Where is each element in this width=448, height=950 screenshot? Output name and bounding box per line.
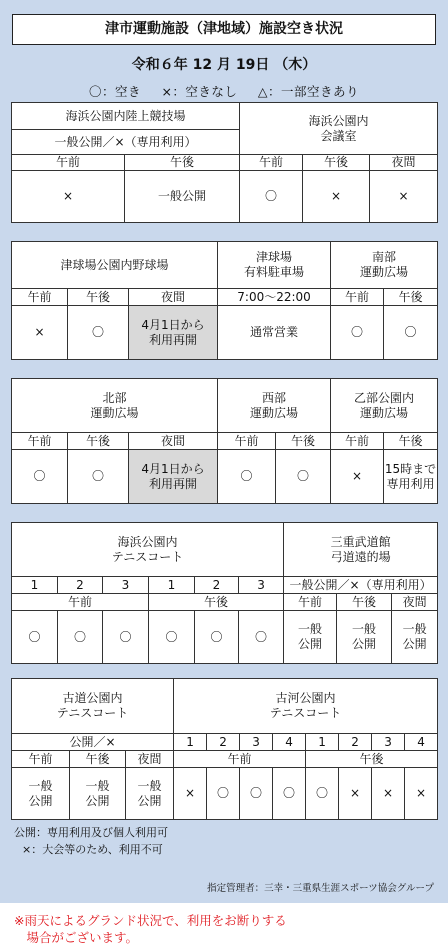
notes [14, 824, 168, 858]
furukawa-court-2: 2 [207, 734, 240, 751]
legend-partial: △：一部空きあり [257, 84, 360, 99]
kaihin-status-2: 〇 [58, 611, 103, 664]
furukawa-court-3: 3 [240, 734, 273, 751]
kaihin-status-6: 〇 [239, 611, 284, 664]
hokubu-pm-label: 午後 [68, 433, 129, 450]
furukawa-pm-label: 午後 [306, 751, 438, 768]
legend-open: 〇：空き [88, 84, 141, 99]
nanbu-name: 南部 運動広場 [331, 242, 438, 289]
kaihin-court-1: 1 [12, 577, 58, 594]
kaihin-court-6: 3 [239, 577, 284, 594]
furukawa-status-7: × [372, 768, 405, 820]
parking-status: 通常営業 [218, 306, 331, 360]
budokan-pm: 一般 公開 [337, 611, 392, 664]
furukawa-status-2: 〇 [207, 768, 240, 820]
note-public: 公開：専用利用及び個人利用可 [14, 826, 168, 839]
otobe-am: × [331, 450, 384, 504]
otobe-name: 乙部公園内 運動広場 [331, 379, 438, 433]
yakyu-night: 4月1日から 利用再開 [129, 306, 218, 360]
parking-name: 津球場 有料駐車場 [218, 242, 331, 289]
budokan-night-label: 夜間 [392, 594, 438, 611]
kaigi-name: 海浜公園内 会議室 [240, 103, 438, 155]
budokan-night: 一般 公開 [392, 611, 438, 664]
nanbu-am: 〇 [331, 306, 384, 360]
hokubu-name: 北部 運動広場 [12, 379, 218, 433]
hokubu-am: 〇 [12, 450, 68, 504]
furumichi-pm-label: 午後 [70, 751, 126, 768]
section-1-table [11, 102, 438, 223]
kaihin-am-label: 午前 [12, 594, 149, 611]
budokan-am-label: 午前 [284, 594, 337, 611]
yakyu-pm: 〇 [68, 306, 129, 360]
furukawa-court-6: 2 [339, 734, 372, 751]
hokubu-night-label: 夜間 [129, 433, 218, 450]
furukawa-status-4: 〇 [273, 768, 306, 820]
furumichi-am-label: 午前 [12, 751, 70, 768]
rikujo-name: 海浜公園内陸上競技場 [12, 103, 240, 130]
furumichi-am: 一般 公開 [12, 768, 70, 820]
yakyu-name: 津球場公園内野球場 [12, 242, 218, 289]
furukawa-status-5: 〇 [306, 768, 339, 820]
rikujo-am: × [12, 171, 125, 223]
furukawa-status-6: × [339, 768, 372, 820]
kaihin-status-3: 〇 [103, 611, 149, 664]
otobe-pm-label: 午後 [384, 433, 438, 450]
furukawa-court-1: 1 [174, 734, 207, 751]
furumichi-night: 一般 公開 [126, 768, 174, 820]
nanbu-pm: 〇 [384, 306, 438, 360]
kaigi-night-label: 夜間 [370, 155, 438, 171]
manager-label: 指定管理者：三幸・三重県生涯スポーツ協会グループ [207, 883, 434, 894]
rikujo-pm-label: 午後 [125, 155, 240, 171]
seibu-am: 〇 [218, 450, 276, 504]
legend-full: ×：空きなし [161, 84, 238, 99]
rain-warning: ※雨天によるグランド状況で、利用をお断りする 場合がございます。 [14, 913, 287, 945]
kaihin-status-4: 〇 [149, 611, 195, 664]
yakyu-pm-label: 午後 [68, 289, 129, 306]
budokan-pm-label: 午後 [337, 594, 392, 611]
section-5-table [11, 678, 438, 820]
kaigi-night: × [370, 171, 438, 223]
furukawa-status-8: × [405, 768, 438, 820]
date-label: 令和６年 12 月 19日 （木） [131, 57, 317, 73]
furumichi-pm: 一般 公開 [70, 768, 126, 820]
furumichi-name: 古道公園内 テニスコート [12, 679, 174, 734]
hokubu-night: 4月1日から 利用再開 [129, 450, 218, 504]
kaigi-pm-label: 午後 [303, 155, 370, 171]
budokan-am: 一般 公開 [284, 611, 337, 664]
hokubu-am-label: 午前 [12, 433, 68, 450]
kaigi-am-label: 午前 [240, 155, 303, 171]
furukawa-court-4: 4 [273, 734, 306, 751]
legend [0, 82, 448, 100]
otobe-pm: 15時まで 専用利用 [384, 450, 438, 504]
rikujo-pm: 一般公開 [125, 171, 240, 223]
seibu-am-label: 午前 [218, 433, 276, 450]
nanbu-pm-label: 午後 [384, 289, 438, 306]
yakyu-night-label: 夜間 [129, 289, 218, 306]
kaigi-pm: × [303, 171, 370, 223]
furukawa-name: 古河公園内 テニスコート [174, 679, 438, 734]
otobe-am-label: 午前 [331, 433, 384, 450]
budokan-sub: 一般公開／×（専用利用） [284, 577, 438, 594]
furumichi-sub: 公開／× [12, 734, 174, 751]
rikujo-sub: 一般公開／×（専用利用） [12, 130, 240, 155]
section-3-table [11, 378, 438, 504]
kaihin-tennis-name: 海浜公園内 テニスコート [12, 523, 284, 577]
furukawa-status-1: × [174, 768, 207, 820]
kaihin-court-3: 3 [103, 577, 149, 594]
seibu-pm: 〇 [276, 450, 331, 504]
kaihin-court-5: 2 [195, 577, 239, 594]
kaihin-status-1: 〇 [12, 611, 58, 664]
budokan-name: 三重武道館 弓道遠的場 [284, 523, 438, 577]
hokubu-pm: 〇 [68, 450, 129, 504]
nanbu-am-label: 午前 [331, 289, 384, 306]
seibu-name: 西部 運動広場 [218, 379, 331, 433]
furukawa-court-7: 3 [372, 734, 405, 751]
kaihin-pm-label: 午後 [149, 594, 284, 611]
kaihin-court-4: 1 [149, 577, 195, 594]
yakyu-am-label: 午前 [12, 289, 68, 306]
section-2-table [11, 241, 438, 360]
seibu-pm-label: 午後 [276, 433, 331, 450]
page-title: 津市運動施設（津地域）施設空き状況 [12, 14, 436, 45]
furukawa-am-label: 午前 [174, 751, 306, 768]
furukawa-status-3: 〇 [240, 768, 273, 820]
note-unavailable: ×：大会等のため、利用不可 [22, 843, 163, 856]
section-4-table [11, 522, 438, 664]
rikujo-am-label: 午前 [12, 155, 125, 171]
kaigi-am: 〇 [240, 171, 303, 223]
furumichi-night-label: 夜間 [126, 751, 174, 768]
kaihin-status-5: 〇 [195, 611, 239, 664]
kaihin-court-2: 2 [58, 577, 103, 594]
furukawa-court-8: 4 [405, 734, 438, 751]
parking-hours: 7:00～22:00 [218, 289, 331, 306]
furukawa-court-5: 1 [306, 734, 339, 751]
yakyu-am: × [12, 306, 68, 360]
